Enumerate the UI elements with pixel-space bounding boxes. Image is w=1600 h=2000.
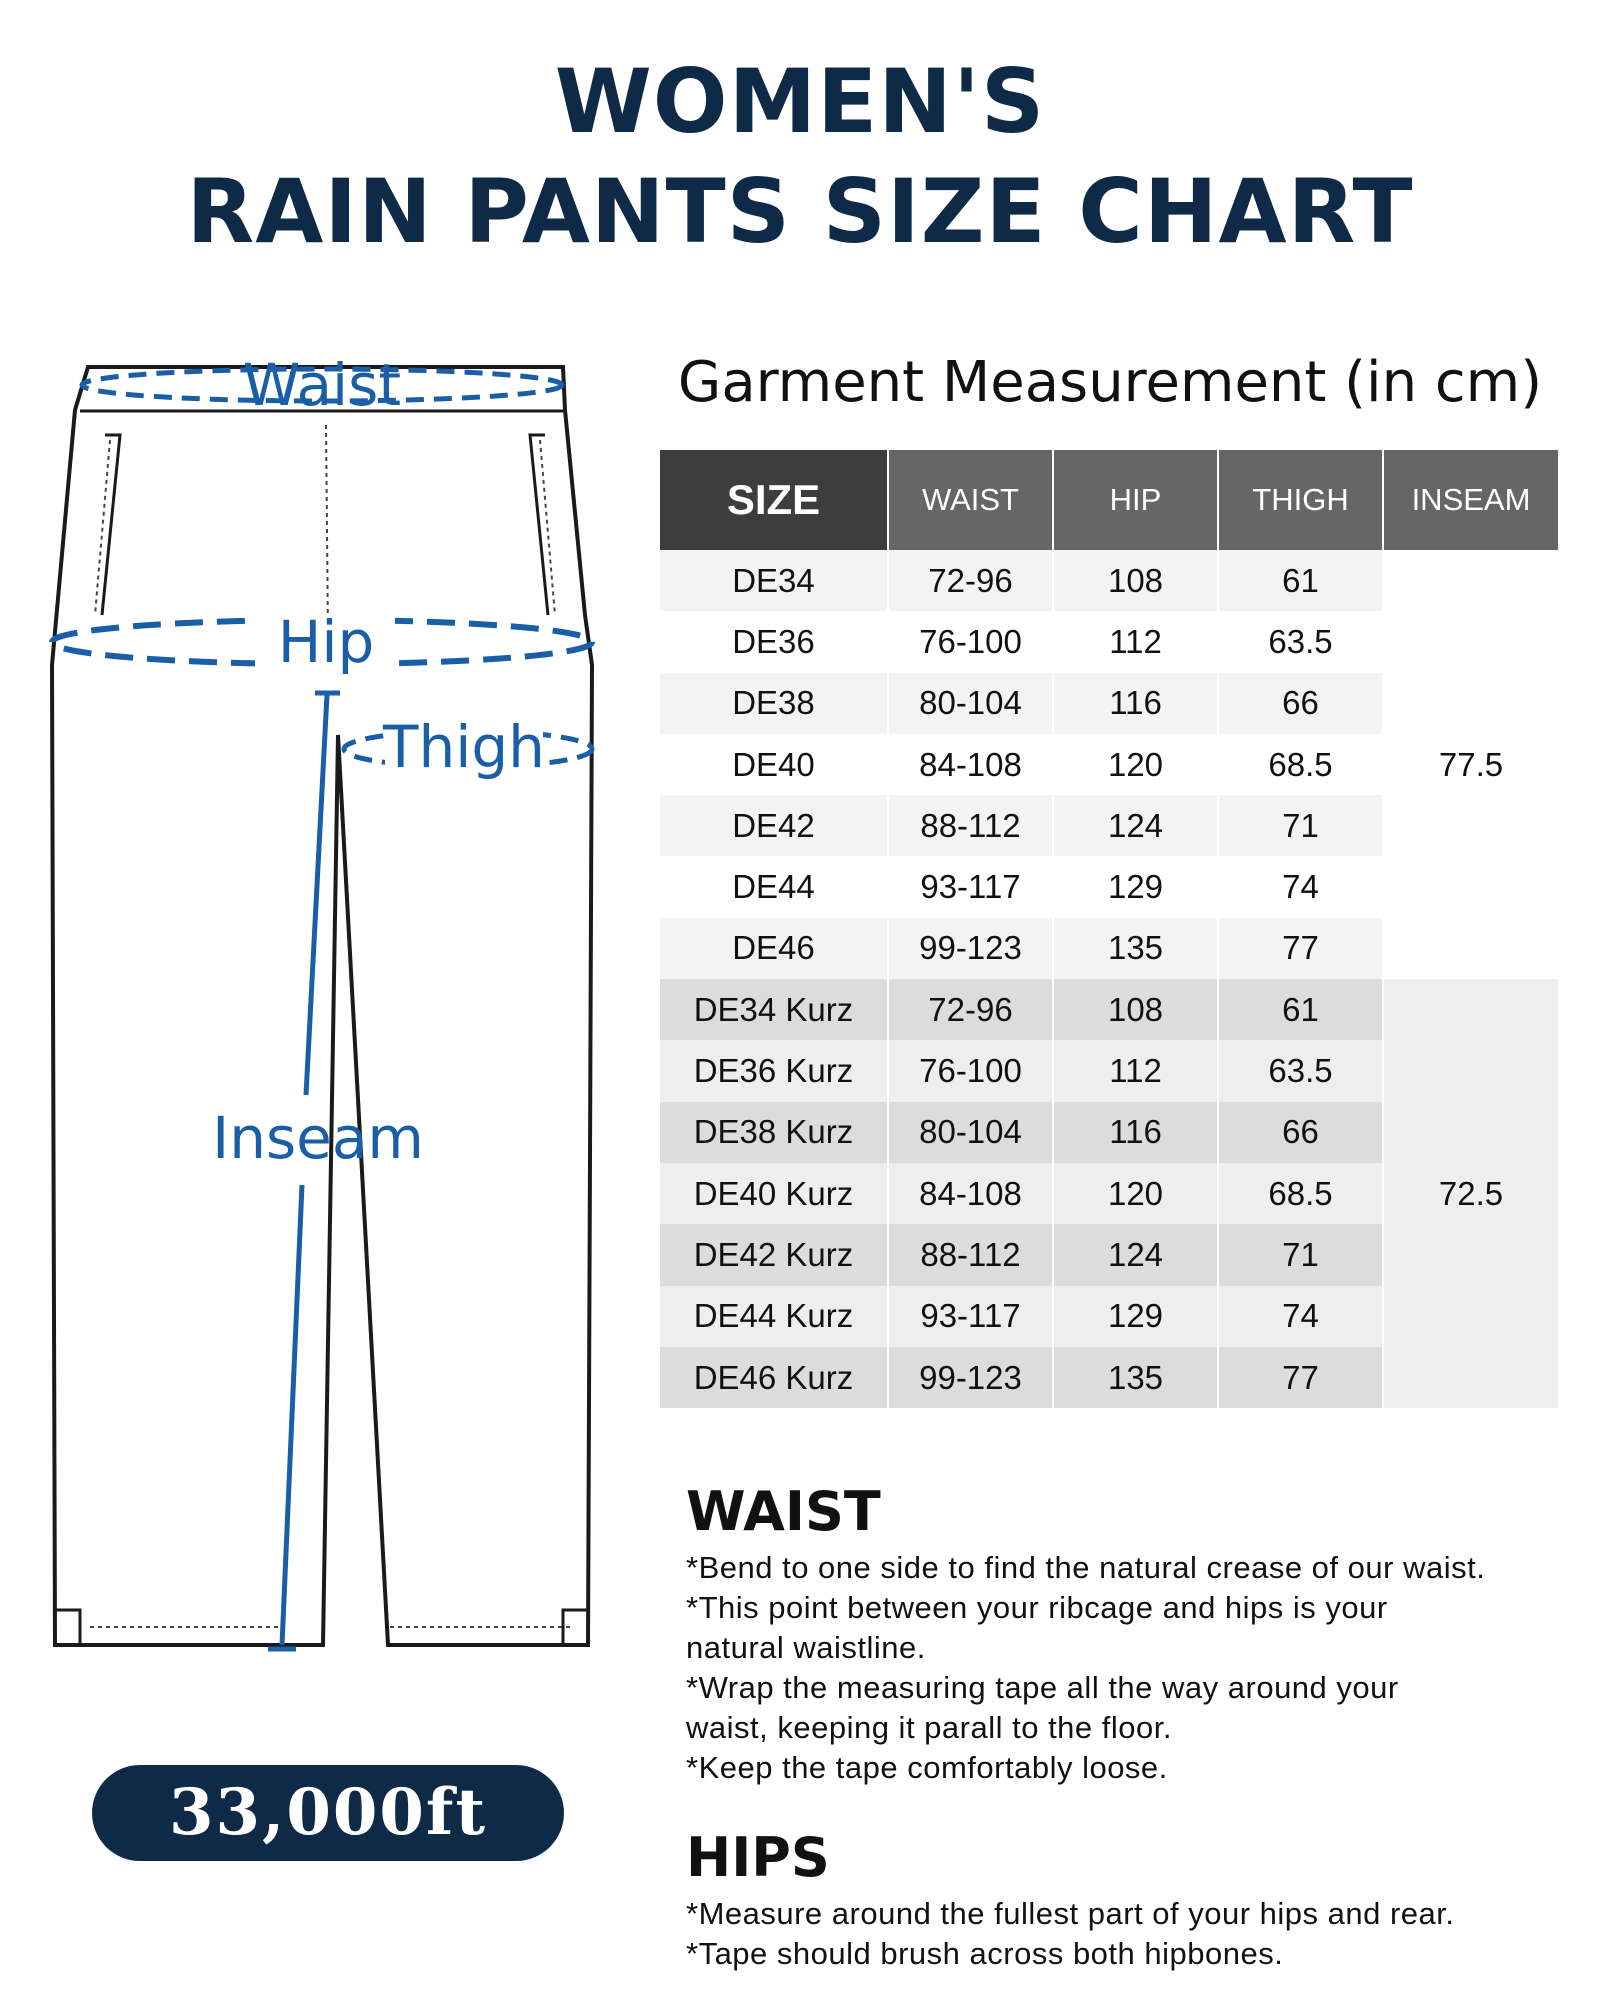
cell-size: DE44 Kurz xyxy=(660,1286,888,1347)
cell-size: DE36 Kurz xyxy=(660,1040,888,1101)
cell-hip: 108 xyxy=(1053,979,1218,1040)
waist-guide-line: natural waistline. xyxy=(686,1630,926,1665)
cell-thigh: 74 xyxy=(1218,1286,1383,1347)
cell-thigh: 74 xyxy=(1218,856,1383,917)
table-header-row xyxy=(660,450,1558,550)
brand-logo: 33,000ft xyxy=(92,1765,564,1861)
cell-waist: 99-123 xyxy=(888,918,1053,979)
waist-guide-line: *Bend to one side to find the natural crease of our waist. xyxy=(686,1550,1486,1585)
waist-guide-heading: WAIST xyxy=(686,1480,881,1543)
cell-thigh: 66 xyxy=(1218,1102,1383,1163)
waist-guide-line: *Wrap the measuring tape all the way around your xyxy=(686,1670,1399,1705)
hips-guide-line: *Measure around the fullest part of your hips and rear. xyxy=(686,1896,1455,1931)
cell-size: DE38 xyxy=(660,673,888,734)
cell-waist: 88-112 xyxy=(888,1224,1053,1285)
cell-size: DE44 xyxy=(660,856,888,917)
cell-thigh: 71 xyxy=(1218,1224,1383,1285)
cell-thigh: 71 xyxy=(1218,795,1383,856)
table-row xyxy=(660,550,1558,611)
header-waist: WAIST xyxy=(888,450,1053,550)
cell-inseam-regular: 77.5 xyxy=(1383,550,1558,979)
cell-waist: 80-104 xyxy=(888,1102,1053,1163)
cell-hip: 120 xyxy=(1053,734,1218,795)
cell-size: DE42 Kurz xyxy=(660,1224,888,1285)
cell-hip: 120 xyxy=(1053,1163,1218,1224)
page-title-line-2: RAIN PANTS SIZE CHART xyxy=(186,160,1414,263)
table-row xyxy=(660,979,1558,1040)
cell-thigh: 61 xyxy=(1218,979,1383,1040)
cell-thigh: 68.5 xyxy=(1218,1163,1383,1224)
hips-guide-heading: HIPS xyxy=(686,1826,830,1889)
cell-inseam-kurz: 72.5 xyxy=(1383,979,1558,1408)
waist-guide-line: waist, keeping it parall to the floor. xyxy=(686,1710,1172,1745)
hips-guide-line: *Tape should brush across both hipbones. xyxy=(686,1936,1284,1971)
header-size: SIZE xyxy=(660,450,888,550)
cell-size: DE34 Kurz xyxy=(660,979,888,1040)
cell-thigh: 66 xyxy=(1218,673,1383,734)
waist-guide-list xyxy=(686,1548,1566,1788)
waist-guide-line: *This point between your ribcage and hips is your xyxy=(686,1590,1388,1625)
cell-waist: 93-117 xyxy=(888,1286,1053,1347)
hip-label: Hip xyxy=(277,608,375,676)
header-hip: HIP xyxy=(1053,450,1218,550)
cell-waist: 88-112 xyxy=(888,795,1053,856)
cell-hip: 135 xyxy=(1053,1347,1218,1408)
cell-waist: 93-117 xyxy=(888,856,1053,917)
hips-guide-list xyxy=(686,1894,1566,1974)
cell-waist: 80-104 xyxy=(888,673,1053,734)
cell-waist: 72-96 xyxy=(888,979,1053,1040)
pants-measurement-diagram xyxy=(40,355,630,1675)
cell-size: DE34 xyxy=(660,550,888,611)
size-chart-table xyxy=(660,450,1558,1408)
cell-thigh: 68.5 xyxy=(1218,734,1383,795)
cell-hip: 108 xyxy=(1053,550,1218,611)
cell-hip: 116 xyxy=(1053,673,1218,734)
thigh-label: Thigh xyxy=(383,713,545,781)
cell-waist: 72-96 xyxy=(888,550,1053,611)
cell-size: DE42 xyxy=(660,795,888,856)
cell-waist: 84-108 xyxy=(888,734,1053,795)
cell-hip: 116 xyxy=(1053,1102,1218,1163)
cell-size: DE36 xyxy=(660,611,888,672)
cell-hip: 124 xyxy=(1053,795,1218,856)
cell-waist: 99-123 xyxy=(888,1347,1053,1408)
cell-hip: 112 xyxy=(1053,611,1218,672)
waist-guide-line: *Keep the tape comfortably loose. xyxy=(686,1750,1168,1785)
cell-hip: 129 xyxy=(1053,856,1218,917)
cell-size: DE40 xyxy=(660,734,888,795)
cell-hip: 129 xyxy=(1053,1286,1218,1347)
page-title-line-1: WOMEN'S xyxy=(554,50,1046,153)
table-caption: Garment Measurement (in cm) xyxy=(677,350,1543,415)
cell-thigh: 63.5 xyxy=(1218,611,1383,672)
cell-size: DE40 Kurz xyxy=(660,1163,888,1224)
waist-label: Waist xyxy=(242,355,402,419)
cell-thigh: 77 xyxy=(1218,918,1383,979)
cell-waist: 76-100 xyxy=(888,611,1053,672)
cell-thigh: 77 xyxy=(1218,1347,1383,1408)
cell-size: DE46 Kurz xyxy=(660,1347,888,1408)
cell-waist: 84-108 xyxy=(888,1163,1053,1224)
cell-hip: 135 xyxy=(1053,918,1218,979)
pants-outline xyxy=(52,367,592,1645)
cell-hip: 112 xyxy=(1053,1040,1218,1101)
cell-size: DE38 Kurz xyxy=(660,1102,888,1163)
cell-thigh: 61 xyxy=(1218,550,1383,611)
cell-waist: 76-100 xyxy=(888,1040,1053,1101)
header-thigh: THIGH xyxy=(1218,450,1383,550)
header-inseam: INSEAM xyxy=(1383,450,1558,550)
cell-size: DE46 xyxy=(660,918,888,979)
cell-hip: 124 xyxy=(1053,1224,1218,1285)
inseam-label: Inseam xyxy=(212,1104,424,1172)
cell-thigh: 63.5 xyxy=(1218,1040,1383,1101)
